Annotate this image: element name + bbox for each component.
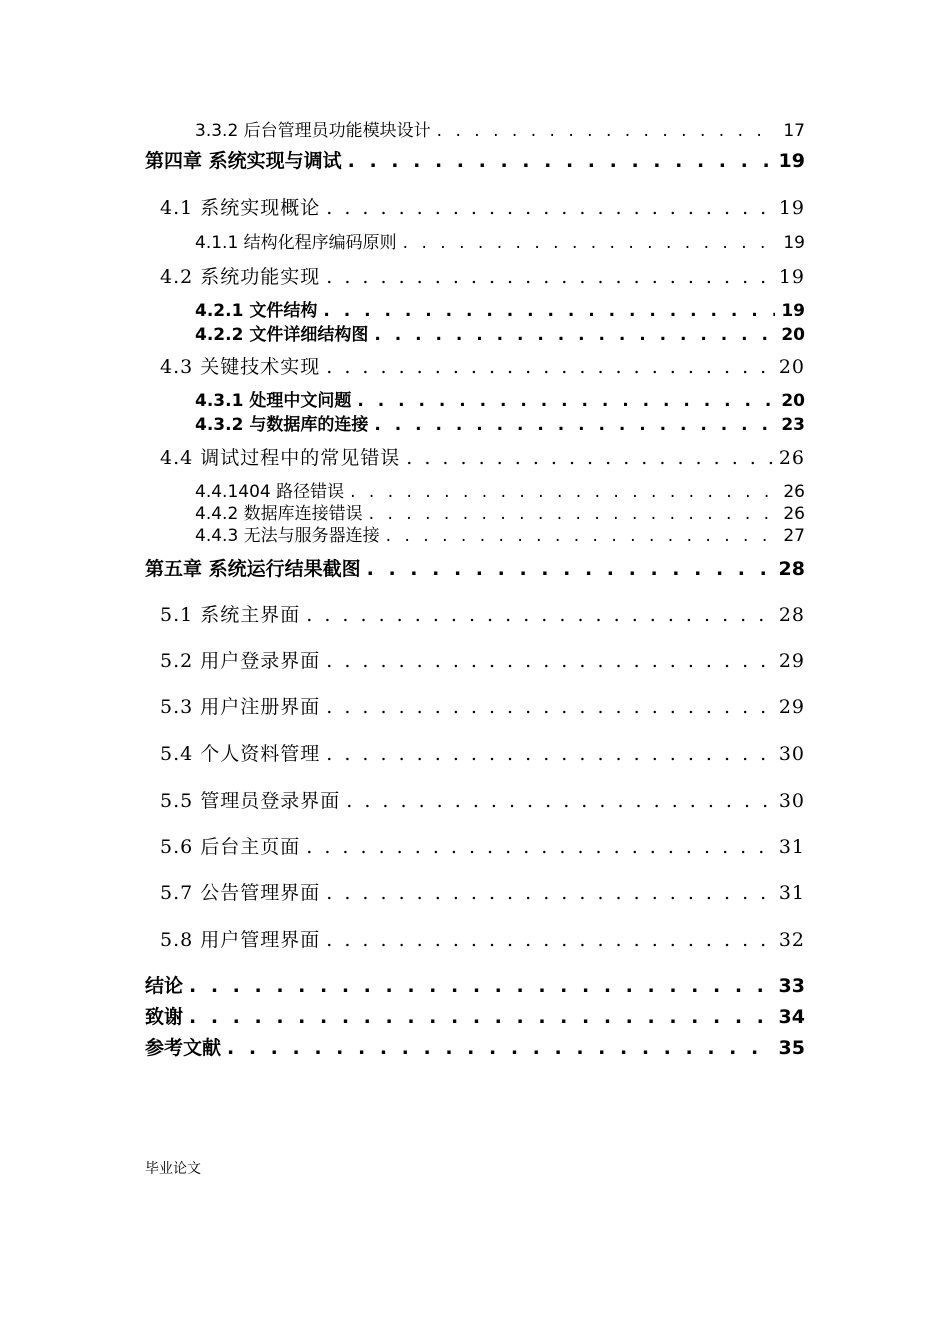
toc-entry-title: 4.3.2 与数据库的连接 [195,415,369,435]
toc-entry-4-3-1 [195,386,805,411]
toc-entry-title: 5.1 系统主界面 [160,604,301,626]
toc-leader-dots [189,1006,773,1028]
toc-section-5-5 [160,786,805,813]
toc-entry-page: 29 [778,696,805,718]
toc-leader-dots [406,447,773,469]
toc-section-4-4 [160,443,805,470]
toc-entry-page: 26 [783,482,805,502]
toc-section-5-3 [160,692,805,719]
toc-entry-4-2-2 [195,320,805,345]
toc-section-4-3 [160,352,805,379]
toc-leader-dots [326,356,773,378]
toc-chapter-4 [145,146,805,173]
toc-leader-dots [326,882,773,904]
toc-entry-page: 28 [778,604,805,626]
toc-entry-page: 32 [778,929,805,951]
toc-section-5-2 [160,646,805,673]
toc-entry-4-4-3 [195,521,805,546]
toc-leader-dots [326,266,773,288]
toc-leader-dots [306,836,773,858]
toc-section-4-2 [160,262,805,289]
toc-entry-title: 结论 [145,975,184,997]
toc-leader-dots [326,696,773,718]
toc-section-5-6 [160,832,805,859]
toc-section-5-8 [160,925,805,952]
toc-entry-page: 23 [781,415,805,435]
toc-entry-title: 参考文献 [145,1037,222,1059]
toc-entry-page: 20 [781,325,805,345]
toc-leader-dots [346,790,773,812]
toc-section-4-1 [160,193,805,220]
toc-entry-title: 5.5 管理员登录界面 [160,790,341,812]
toc-entry-page: 31 [778,882,805,904]
toc-leader-dots [326,197,773,219]
toc-entry-page: 19 [781,301,805,321]
toc-leader-dots [403,233,778,253]
toc-entry-title: 4.3.1 处理中文问题 [195,391,352,411]
toc-entry-title: 致谢 [145,1006,184,1028]
toc-entry-page: 27 [783,526,805,546]
toc-entry-3-3-2 [195,116,805,141]
toc-entry-page: 19 [783,233,805,253]
toc-entry-page: 26 [783,504,805,524]
toc-entry-title: 4.3 关键技术实现 [160,356,321,378]
toc-leader-dots [326,650,773,672]
toc-entry-page: 20 [778,356,805,378]
toc-section-5-7 [160,878,805,905]
toc-entry-page: 30 [778,743,805,765]
toc-entry-4-3-2 [195,410,805,435]
toc-entry-page: 19 [778,150,805,172]
toc-leader-dots [374,325,775,345]
toc-entry-page: 31 [778,836,805,858]
toc-section-5-4 [160,739,805,766]
toc-entry-title: 4.2 系统功能实现 [160,266,321,288]
toc-entry-title: 4.1.1 结构化程序编码原则 [195,233,397,253]
toc-leader-dots [357,391,775,411]
toc-entry-page: 34 [778,1006,805,1028]
toc-leader-dots [367,558,773,580]
toc-leader-dots [326,743,773,765]
toc-acknowledgements [145,1002,805,1029]
toc-entry-page: 20 [781,391,805,411]
toc-entry-title: 5.2 用户登录界面 [160,650,321,672]
toc-leader-dots [323,301,775,321]
toc-entry-page: 33 [778,975,805,997]
page-footer: 毕业论文 [145,1161,201,1177]
toc-leader-dots [189,975,773,997]
toc-entry-title: 4.4.1404 路径错误 [195,482,345,502]
toc-conclusion [145,971,805,998]
toc-leader-dots [326,929,773,951]
toc-entry-page: 29 [778,650,805,672]
toc-entry-page: 26 [778,447,805,469]
toc-references [145,1033,805,1060]
toc-entry-title: 4.1 系统实现概论 [160,197,321,219]
toc-entry-title: 4.2.1 文件结构 [195,301,318,321]
toc-entry-title: 3.3.2 后台管理员功能模块设计 [195,121,431,141]
toc-entry-page: 17 [783,121,805,141]
toc-entry-title: 4.4 调试过程中的常见错误 [160,447,401,469]
toc-entry-title: 4.4.3 无法与服务器连接 [195,526,380,546]
toc-entry-title: 5.8 用户管理界面 [160,929,321,951]
toc-entry-title: 5.3 用户注册界面 [160,696,321,718]
toc-leader-dots [437,121,778,141]
toc-entry-page: 19 [778,197,805,219]
toc-leader-dots [386,526,778,546]
toc-entry-title: 5.6 后台主页面 [160,836,301,858]
toc-entry-title: 4.4.2 数据库连接错误 [195,504,363,524]
toc-entry-title: 第四章 系统实现与调试 [145,150,342,172]
toc-leader-dots [374,415,775,435]
toc-entry-page: 30 [778,790,805,812]
toc-leader-dots [227,1037,773,1059]
toc-entry-title: 5.7 公告管理界面 [160,882,321,904]
toc-leader-dots [348,150,773,172]
toc-entry-title: 第五章 系统运行结果截图 [145,558,361,580]
toc-entry-4-1-1 [195,228,805,253]
toc-entry-page: 19 [778,266,805,288]
toc-entry-page: 35 [778,1037,805,1059]
toc-entry-title: 5.4 个人资料管理 [160,743,321,765]
toc-entry-page: 28 [778,558,805,580]
toc-entry-4-2-1 [195,296,805,321]
toc-section-5-1 [160,600,805,627]
toc-leader-dots [306,604,773,626]
toc-chapter-5 [145,554,805,581]
toc-entry-title: 4.2.2 文件详细结构图 [195,325,369,345]
